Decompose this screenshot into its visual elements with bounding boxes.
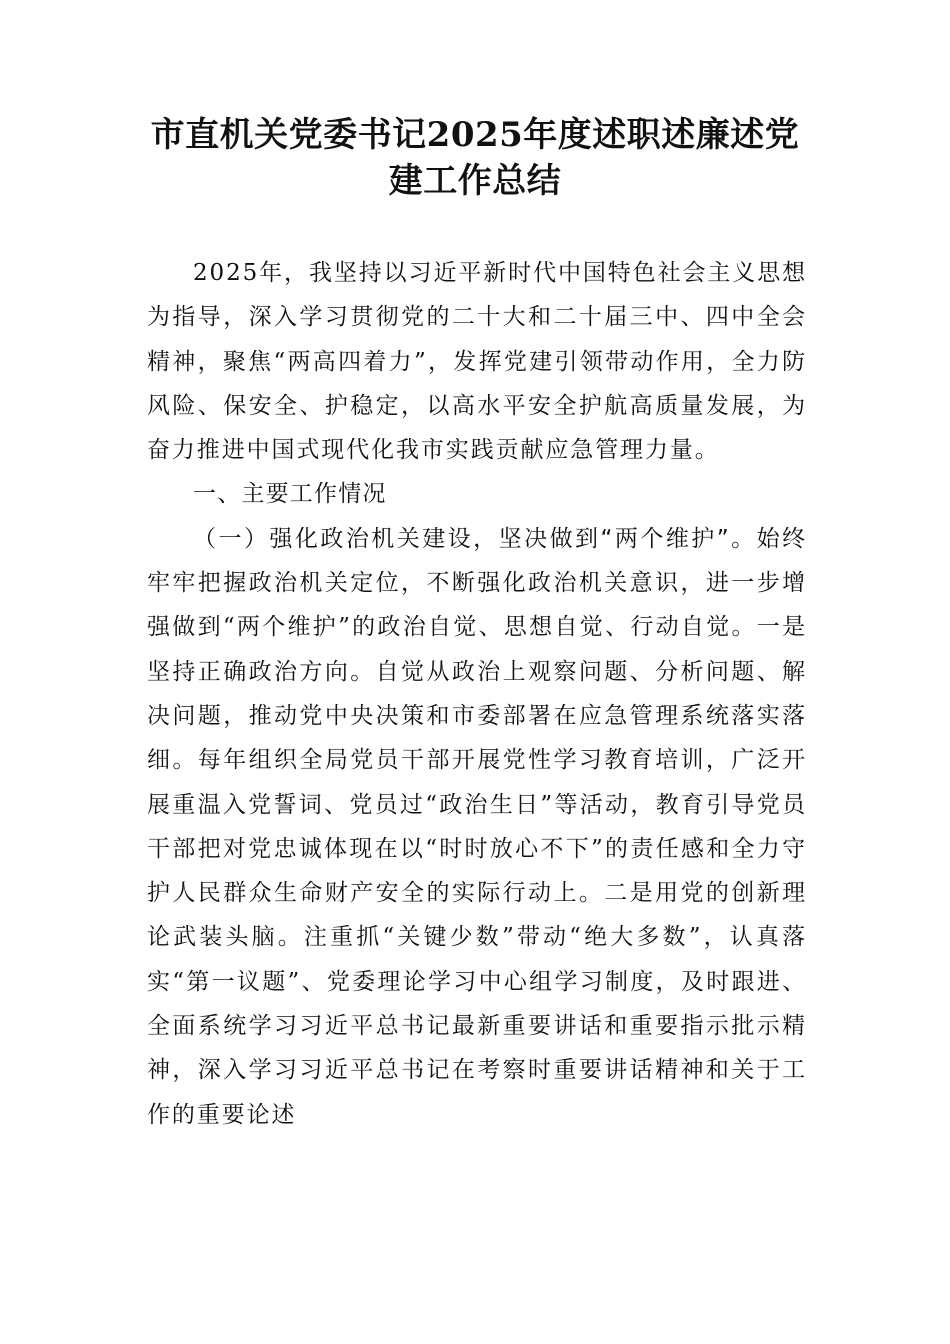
section-heading: 一、主要工作情况 [193,481,387,508]
title-line-2: 建工作总结 [388,161,562,201]
intro-paragraph: 2025年，我坚持以习近平新时代中国特色社会主义思想为指导，深入学习贯彻党的二十大和二十届三中、四中全会精神，聚焦“两高四着力”，发挥党建引领带动作用，全力防风险、保安全、护稳定，以高水平安全护航高质量发展，为奋力推进中国式现代化我市实践贡献应急管理力量。 [147,260,807,464]
title-line-1: 市直机关党委书记2025年度述职述廉述党 [150,115,800,155]
document-body [147,251,807,1137]
subsection-paragraph [147,517,807,1137]
document-title [130,112,820,204]
subsection-heading: （一）强化政治机关建设，坚决做到“两个维护”。 [193,525,757,552]
subsection-body: 始终牢牢把握政治机关定位，不断强化政治机关意识，进一步增强做到“两个维护”的政治自觉、思想自觉、行动自觉。一是坚持正确政治方向。自觉从政治上观察问题、分析问题、解决问题，推动党中央决策和市委部署在应急管理系统落实落细。每年组织全局党员干部开展党性学习教育培训，广泛开展重温入党誓词、党员过“政治生日”等活动，教育引导党员干部把对党忠诚体现在以“时时放心不下”的责任感和全力守护人民群众生命财产安全的实际行动上。二是用党的创新理论武装头脑。注重抓“关键少数”带动“绝大多数”，认真落实“第一议题”、党委理论学习中心组学习制度，及时跟进、全面系统学习习近平总书记最新重要讲话和重要指示批示精神，深入学习习近平总书记在考察时重要讲话精神和关于工作的重要论述 [147,525,807,1128]
